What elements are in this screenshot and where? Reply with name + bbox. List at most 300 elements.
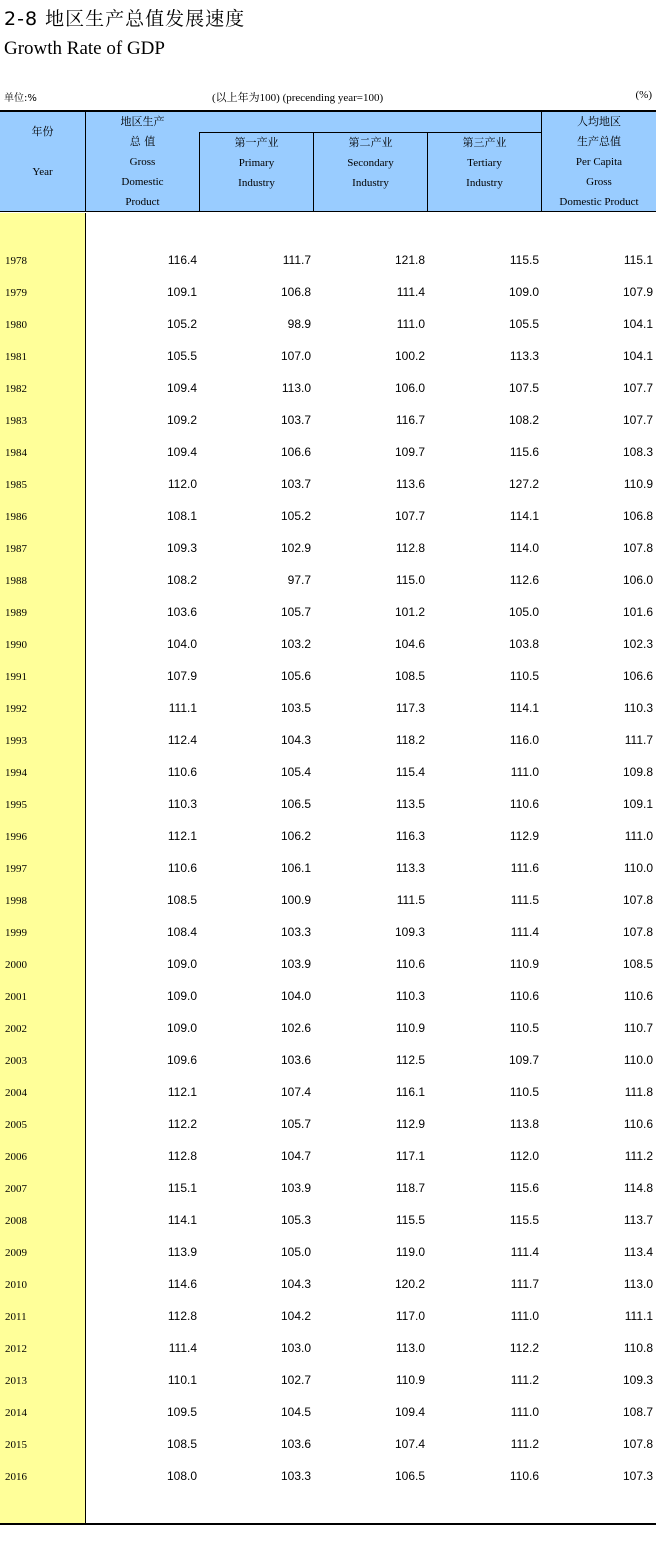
- header-percap: [542, 112, 656, 212]
- cell-tertiary: 111.0: [510, 1405, 539, 1419]
- cell-primary: 103.7: [280, 477, 311, 491]
- cell-secondary: 116.3: [395, 829, 425, 843]
- cell-gdp: 109.6: [166, 1053, 197, 1067]
- cell-secondary: 106.5: [394, 1469, 425, 1483]
- cell-percap: 114.8: [623, 1181, 653, 1195]
- cell-gdp: 109.0: [166, 989, 197, 1003]
- cell-primary: 100.9: [280, 893, 311, 907]
- table-row: [0, 629, 656, 661]
- cell-percap: 107.7: [622, 413, 653, 427]
- cell-percap: 107.8: [622, 893, 653, 907]
- cell-primary: 106.5: [280, 797, 311, 811]
- row-year: 1993: [5, 735, 27, 747]
- cell-primary: 103.6: [280, 1437, 311, 1451]
- row-year: 1989: [5, 607, 27, 619]
- cell-gdp: 105.2: [166, 317, 197, 331]
- cell-primary: 103.0: [280, 1341, 311, 1355]
- cell-tertiary: 110.6: [509, 989, 539, 1003]
- cell-primary: 105.3: [280, 1213, 311, 1227]
- cell-secondary: 116.1: [395, 1085, 425, 1099]
- cell-primary: 103.5: [280, 701, 311, 715]
- cell-primary: 104.7: [280, 1149, 311, 1163]
- table-row: [0, 1269, 656, 1301]
- table-row: [0, 1365, 656, 1397]
- cell-primary: 105.4: [280, 765, 311, 779]
- table-row: [0, 565, 656, 597]
- cell-gdp: 111.1: [168, 701, 197, 715]
- cell-secondary: 111.4: [396, 285, 425, 299]
- table-row: [0, 277, 656, 309]
- row-year: 1991: [5, 671, 27, 683]
- row-year: 1999: [5, 927, 27, 939]
- cell-secondary: 118.7: [395, 1181, 425, 1195]
- row-year: 1994: [5, 767, 27, 779]
- cell-percap: 110.7: [623, 1021, 653, 1035]
- table-row: [0, 1397, 656, 1429]
- cell-tertiary: 111.6: [510, 861, 539, 875]
- cell-gdp: 109.3: [166, 541, 197, 555]
- row-year: 2000: [5, 959, 27, 971]
- cell-gdp: 116.4: [167, 253, 197, 267]
- table-row: [0, 661, 656, 693]
- cell-percap: 106.6: [622, 669, 653, 683]
- row-year: 2007: [5, 1183, 27, 1195]
- row-year: 2002: [5, 1023, 27, 1035]
- cell-secondary: 100.2: [394, 349, 425, 363]
- cell-percap: 111.1: [624, 1309, 653, 1323]
- table-row: [0, 245, 656, 277]
- cell-gdp: 109.4: [166, 381, 197, 395]
- table-row: [0, 533, 656, 565]
- table-row: [0, 725, 656, 757]
- cell-gdp: 108.5: [166, 1437, 197, 1451]
- header-gdp-en3: Product: [125, 196, 160, 208]
- cell-primary: 106.6: [280, 445, 311, 459]
- header-tertiary-cn: 第三产业: [462, 136, 507, 149]
- cell-secondary: 108.5: [394, 669, 425, 683]
- row-year: 1998: [5, 895, 27, 907]
- cell-percap: 107.8: [622, 541, 653, 555]
- cell-gdp: 112.1: [167, 1085, 197, 1099]
- cell-gdp: 109.0: [166, 1021, 197, 1035]
- cell-primary: 103.2: [280, 637, 311, 651]
- cell-gdp: 114.1: [167, 1213, 197, 1227]
- cell-gdp: 105.5: [166, 349, 197, 363]
- table-row: [0, 501, 656, 533]
- header-year-cn: 年份: [31, 125, 54, 138]
- cell-tertiary: 115.5: [509, 253, 539, 267]
- table-row: [0, 597, 656, 629]
- row-year: 1997: [5, 863, 27, 875]
- cell-percap: 107.8: [622, 1437, 653, 1451]
- row-year: 2003: [5, 1055, 27, 1067]
- header-gdp-cn1: 地区生产: [120, 115, 165, 128]
- cell-secondary: 115.0: [395, 573, 425, 587]
- cell-secondary: 115.4: [395, 765, 425, 779]
- header-primary-en2: Industry: [238, 177, 275, 189]
- cell-percap: 111.2: [624, 1149, 653, 1163]
- cell-percap: 107.8: [622, 925, 653, 939]
- cell-percap: 113.0: [623, 1277, 653, 1291]
- cell-secondary: 112.9: [395, 1117, 425, 1131]
- cell-tertiary: 111.2: [510, 1437, 539, 1451]
- row-year: 1981: [5, 351, 27, 363]
- cell-tertiary: 105.0: [508, 605, 539, 619]
- cell-tertiary: 116.0: [509, 733, 539, 747]
- cell-gdp: 114.6: [167, 1277, 197, 1291]
- cell-percap: 115.1: [623, 253, 653, 267]
- row-year: 1995: [5, 799, 27, 811]
- cell-tertiary: 111.2: [510, 1373, 539, 1387]
- cell-primary: 111.7: [282, 253, 311, 267]
- cell-gdp: 108.4: [166, 925, 197, 939]
- cell-secondary: 116.7: [395, 413, 425, 427]
- cell-gdp: 112.4: [167, 733, 197, 747]
- header-percap-cn1: 人均地区: [577, 115, 621, 128]
- cell-primary: 103.9: [280, 957, 311, 971]
- cell-secondary: 104.6: [394, 637, 425, 651]
- cell-primary: 98.9: [287, 317, 311, 331]
- header-primary: [200, 133, 313, 193]
- table-row: [0, 821, 656, 853]
- cell-percap: 107.9: [622, 285, 653, 299]
- cell-secondary: 111.0: [396, 317, 425, 331]
- cell-gdp: 110.1: [167, 1373, 197, 1387]
- cell-tertiary: 113.8: [509, 1117, 539, 1131]
- percent-label: (%): [635, 89, 652, 101]
- row-year: 1996: [5, 831, 27, 843]
- row-year: 2005: [5, 1119, 27, 1131]
- table-row: [0, 1429, 656, 1461]
- table-row: [0, 1109, 656, 1141]
- cell-gdp: 108.5: [166, 893, 197, 907]
- cell-tertiary: 111.4: [510, 1245, 539, 1259]
- table-row: [0, 1013, 656, 1045]
- cell-secondary: 121.8: [394, 253, 425, 267]
- cell-percap: 110.6: [623, 989, 653, 1003]
- cell-gdp: 109.2: [166, 413, 197, 427]
- table-row: [0, 1461, 656, 1493]
- cell-primary: 104.3: [280, 1277, 311, 1291]
- cell-percap: 109.1: [622, 797, 653, 811]
- cell-tertiary: 109.7: [508, 1053, 539, 1067]
- row-year: 1992: [5, 703, 27, 715]
- cell-secondary: 109.7: [394, 445, 425, 459]
- table-bottom-rule: [0, 1523, 656, 1525]
- cell-primary: 105.7: [280, 1117, 311, 1131]
- header-gdp-en2: Domestic: [121, 176, 164, 188]
- cell-primary: 105.2: [280, 509, 311, 523]
- cell-primary: 105.6: [280, 669, 311, 683]
- row-year: 2008: [5, 1215, 27, 1227]
- table-row: [0, 469, 656, 501]
- cell-primary: 103.7: [280, 413, 311, 427]
- cell-tertiary: 110.5: [509, 669, 539, 683]
- row-year: 1985: [5, 479, 27, 491]
- cell-percap: 106.0: [622, 573, 653, 587]
- header-gdp-en1: Gross: [129, 156, 156, 168]
- header-tertiary-en2: Industry: [466, 177, 503, 189]
- cell-secondary: 107.7: [394, 509, 425, 523]
- cell-percap: 111.7: [624, 733, 653, 747]
- cell-gdp: 103.6: [166, 605, 197, 619]
- cell-secondary: 113.0: [395, 1341, 425, 1355]
- header-gdp-cn2: 总 值: [129, 135, 156, 148]
- cell-tertiary: 115.5: [509, 1213, 539, 1227]
- header-primary-cn: 第一产业: [234, 136, 279, 149]
- cell-tertiary: 105.5: [508, 317, 539, 331]
- cell-percap: 102.3: [622, 637, 653, 651]
- row-year: 1983: [5, 415, 27, 427]
- header-secondary-cn: 第二产业: [348, 136, 393, 149]
- cell-gdp: 112.0: [167, 477, 197, 491]
- cell-secondary: 117.3: [395, 701, 425, 715]
- cell-percap: 107.7: [622, 381, 653, 395]
- header-percap-en2: Gross: [586, 176, 612, 188]
- table-row: [0, 981, 656, 1013]
- cell-secondary: 106.0: [394, 381, 425, 395]
- cell-gdp: 110.6: [167, 765, 197, 779]
- header-percap-en3: Domestic Product: [559, 196, 639, 208]
- row-year: 1978: [5, 255, 27, 267]
- cell-percap: 106.8: [622, 509, 653, 523]
- row-year: 1988: [5, 575, 27, 587]
- cell-percap: 104.1: [622, 349, 653, 363]
- cell-secondary: 117.0: [395, 1309, 425, 1323]
- table-row: [0, 949, 656, 981]
- table-header: [0, 112, 656, 212]
- header-secondary-en2: Industry: [352, 177, 389, 189]
- cell-percap: 113.4: [623, 1245, 653, 1259]
- cell-secondary: 120.2: [394, 1277, 425, 1291]
- cell-secondary: 113.5: [395, 797, 425, 811]
- row-year: 2004: [5, 1087, 27, 1099]
- cell-primary: 103.3: [280, 1469, 311, 1483]
- cell-secondary: 112.5: [395, 1053, 425, 1067]
- table-row: [0, 1173, 656, 1205]
- cell-secondary: 101.2: [394, 605, 425, 619]
- header-percap-cn2: 生产总值: [577, 135, 621, 148]
- row-year: 2006: [5, 1151, 27, 1163]
- cell-tertiary: 103.8: [508, 637, 539, 651]
- row-year: 2012: [5, 1343, 27, 1355]
- cell-tertiary: 107.5: [508, 381, 539, 395]
- cell-gdp: 112.8: [167, 1309, 197, 1323]
- cell-percap: 108.3: [622, 445, 653, 459]
- cell-tertiary: 114.1: [509, 509, 539, 523]
- cell-gdp: 109.1: [166, 285, 197, 299]
- cell-percap: 110.3: [623, 701, 653, 715]
- cell-tertiary: 110.5: [509, 1085, 539, 1099]
- cell-percap: 108.7: [622, 1405, 653, 1419]
- cell-primary: 103.3: [280, 925, 311, 939]
- header-year: [0, 122, 85, 182]
- header-secondary-en1: Secondary: [347, 157, 394, 169]
- cell-primary: 102.6: [280, 1021, 311, 1035]
- cell-percap: 111.0: [624, 829, 653, 843]
- table-row: [0, 1301, 656, 1333]
- cell-primary: 105.0: [280, 1245, 311, 1259]
- row-year: 2014: [5, 1407, 27, 1419]
- cell-primary: 103.9: [280, 1181, 311, 1195]
- cell-gdp: 115.1: [167, 1181, 197, 1195]
- cell-tertiary: 110.9: [509, 957, 539, 971]
- table-row: [0, 1333, 656, 1365]
- cell-percap: 108.5: [622, 957, 653, 971]
- header-primary-en1: Primary: [238, 157, 275, 169]
- cell-primary: 106.1: [280, 861, 311, 875]
- cell-tertiary: 112.2: [509, 1341, 539, 1355]
- table-row: [0, 1077, 656, 1109]
- cell-tertiary: 110.6: [509, 797, 539, 811]
- header-year-en: Year: [32, 166, 53, 178]
- header-gdp: [86, 112, 199, 212]
- cell-tertiary: 108.2: [508, 413, 539, 427]
- cell-tertiary: 111.5: [510, 893, 539, 907]
- cell-gdp: 110.3: [167, 797, 197, 811]
- cell-primary: 105.7: [280, 605, 311, 619]
- cell-gdp: 108.0: [166, 1469, 197, 1483]
- row-year: 2015: [5, 1439, 27, 1451]
- cell-percap: 110.8: [623, 1341, 653, 1355]
- cell-gdp: 112.2: [167, 1117, 197, 1131]
- table-row: [0, 1141, 656, 1173]
- cell-secondary: 111.5: [396, 893, 425, 907]
- cell-tertiary: 114.0: [509, 541, 539, 555]
- cell-tertiary: 111.0: [510, 1309, 539, 1323]
- table-row: [0, 1237, 656, 1269]
- cell-gdp: 109.4: [166, 445, 197, 459]
- cell-secondary: 109.3: [394, 925, 425, 939]
- cell-gdp: 108.1: [166, 509, 197, 523]
- row-year: 2009: [5, 1247, 27, 1259]
- table-row: [0, 757, 656, 789]
- table-row: [0, 693, 656, 725]
- cell-secondary: 112.8: [395, 541, 425, 555]
- cell-tertiary: 110.6: [509, 1469, 539, 1483]
- cell-secondary: 113.3: [395, 861, 425, 875]
- header-secondary: [314, 133, 427, 193]
- cell-tertiary: 115.6: [509, 445, 539, 459]
- cell-tertiary: 111.7: [510, 1277, 539, 1291]
- cell-primary: 113.0: [281, 381, 311, 395]
- cell-percap: 111.8: [624, 1085, 653, 1099]
- cell-primary: 104.0: [280, 989, 311, 1003]
- row-year: 1986: [5, 511, 27, 523]
- table-row: [0, 853, 656, 885]
- cell-tertiary: 127.2: [508, 477, 539, 491]
- cell-secondary: 118.2: [395, 733, 425, 747]
- row-year: 1987: [5, 543, 27, 555]
- cell-percap: 110.0: [623, 861, 653, 875]
- cell-tertiary: 112.0: [509, 1149, 539, 1163]
- cell-gdp: 112.1: [167, 829, 197, 843]
- cell-tertiary: 111.0: [510, 765, 539, 779]
- cell-primary: 102.9: [280, 541, 311, 555]
- cell-gdp: 109.5: [166, 1405, 197, 1419]
- cell-secondary: 117.1: [395, 1149, 425, 1163]
- cell-primary: 104.2: [280, 1309, 311, 1323]
- cell-primary: 103.6: [280, 1053, 311, 1067]
- cell-primary: 107.4: [280, 1085, 311, 1099]
- table-title-en: Growth Rate of GDP: [4, 38, 165, 59]
- cell-gdp: 107.9: [166, 669, 197, 683]
- cell-primary: 106.2: [280, 829, 311, 843]
- row-year: 2016: [5, 1471, 27, 1483]
- table-row: [0, 1045, 656, 1077]
- cell-percap: 110.6: [623, 1117, 653, 1131]
- cell-percap: 107.3: [622, 1469, 653, 1483]
- row-year: 1979: [5, 287, 27, 299]
- cell-secondary: 115.5: [395, 1213, 425, 1227]
- cell-percap: 109.8: [622, 765, 653, 779]
- table-number-title-cn: 2-8 地区生产总值发展速度: [4, 8, 246, 30]
- cell-gdp: 109.0: [166, 957, 197, 971]
- cell-secondary: 113.6: [395, 477, 425, 491]
- cell-percap: 109.3: [622, 1373, 653, 1387]
- cell-tertiary: 115.6: [509, 1181, 539, 1195]
- cell-percap: 110.9: [623, 477, 653, 491]
- cell-tertiary: 112.9: [509, 829, 539, 843]
- cell-tertiary: 110.5: [509, 1021, 539, 1035]
- row-year: 1990: [5, 639, 27, 651]
- table-row: [0, 789, 656, 821]
- row-year: 1982: [5, 383, 27, 395]
- cell-gdp: 113.9: [167, 1245, 197, 1259]
- cell-tertiary: 111.4: [510, 925, 539, 939]
- row-year: 2001: [5, 991, 27, 1003]
- row-year: 1984: [5, 447, 27, 459]
- cell-primary: 104.3: [280, 733, 311, 747]
- cell-percap: 104.1: [622, 317, 653, 331]
- cell-secondary: 119.0: [395, 1245, 425, 1259]
- cell-gdp: 104.0: [166, 637, 197, 651]
- cell-tertiary: 112.6: [509, 573, 539, 587]
- cell-secondary: 110.6: [395, 957, 425, 971]
- cell-primary: 104.5: [280, 1405, 311, 1419]
- table-row: [0, 1205, 656, 1237]
- cell-gdp: 110.6: [167, 861, 197, 875]
- cell-secondary: 110.9: [395, 1373, 425, 1387]
- cell-gdp: 108.2: [166, 573, 197, 587]
- table-row: [0, 917, 656, 949]
- cell-tertiary: 113.3: [509, 349, 539, 363]
- table-row: [0, 373, 656, 405]
- cell-gdp: 112.8: [167, 1149, 197, 1163]
- unit-label: 单位:%: [4, 93, 37, 104]
- table-row: [0, 309, 656, 341]
- cell-gdp: 111.4: [168, 1341, 197, 1355]
- table-row: [0, 885, 656, 917]
- header-percap-en1: Per Capita: [575, 156, 623, 168]
- row-year: 2011: [5, 1311, 27, 1323]
- table-row: [0, 405, 656, 437]
- cell-secondary: 109.4: [394, 1405, 425, 1419]
- header-tertiary: [428, 133, 541, 193]
- cell-tertiary: 114.1: [509, 701, 539, 715]
- row-year: 2010: [5, 1279, 27, 1291]
- base-year-note: (以上年为100) (precending year=100): [212, 92, 384, 104]
- header-tertiary-en1: Tertiary: [467, 157, 502, 169]
- cell-primary: 97.7: [287, 573, 311, 587]
- cell-secondary: 110.9: [395, 1021, 425, 1035]
- cell-tertiary: 109.0: [508, 285, 539, 299]
- cell-percap: 113.7: [623, 1213, 653, 1227]
- table-row: [0, 341, 656, 373]
- cell-primary: 102.7: [280, 1373, 311, 1387]
- cell-percap: 110.0: [623, 1053, 653, 1067]
- row-year: 1980: [5, 319, 27, 331]
